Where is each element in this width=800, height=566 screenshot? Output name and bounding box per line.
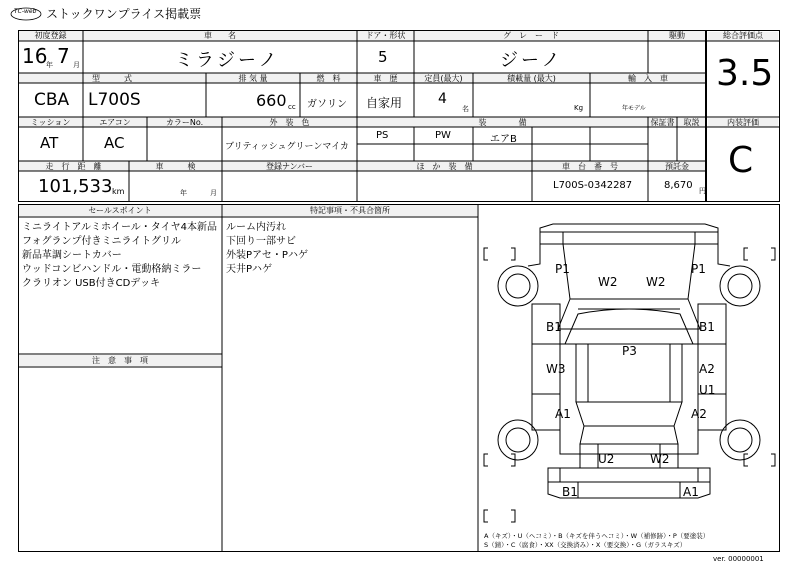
label-fuel: 燃 料 [316,74,341,83]
bracket-marks [484,248,775,522]
exterior-color-value: ブリティッシュグリーンマイカ [225,142,349,152]
first-reg-month: 7 [57,44,70,68]
label-door-shape: ドア・形状 [365,31,406,40]
caution-title: 注 意 事 項 [92,356,148,365]
mark-p1-left: P1 [555,262,570,276]
list-item: 下回り一部サビ [226,236,296,247]
list-item: 外装Pアセ・Pハゲ [226,250,308,261]
fuel-value: ガソリン [307,99,347,110]
mission-value: AT [40,134,59,152]
label-displacement: 排 気 量 [238,74,268,83]
capacity-unit: 名 [462,105,469,113]
list-item: 新品革調シートカバー [22,250,122,261]
inspection-month-unit: 月 [210,189,217,197]
chassis-number: L700S-0342287 [553,180,633,191]
list-item: ルーム内汚れ [226,222,286,233]
damage-legend-line-2: S（錆）・C（腐食）・XX（交換済み）・X（要交換）・G（ガラスキズ） [484,541,687,549]
label-car-name: 車 名 [204,31,236,40]
label-mission: ミッション [30,118,71,127]
equipment-airbag: エアB [490,134,517,145]
displacement-value: 660 [256,91,287,110]
mark-p1-right: P1 [691,262,706,276]
deposit-value: 8,670 [664,180,693,191]
car-damage-diagram [478,204,780,552]
label-mileage: 走 行 距 離 [45,162,102,171]
label-inspection: 車 検 [155,162,196,171]
list-item: クラリオン USB付きCDデッキ [22,278,161,289]
label-interior-score: 内装評価 [727,118,759,127]
grade-value: ジーノ [500,50,563,71]
label-aircon: エアコン [99,118,131,127]
damage-legend-line-1: A（キズ）・U（ヘコミ）・B（キズを伴うヘコミ）・W（補修跡）・P（要塗装） [484,532,710,540]
sales-points-title: セールスポイント [88,206,152,215]
label-warranty: 保証書 [650,118,675,127]
overall-score-value: 3.5 [716,53,774,94]
type-prefix: CBA [34,90,70,110]
sales-points-list [22,221,217,291]
special-notes-list [226,221,308,277]
inspection-year-unit: 年 [180,189,187,197]
label-reg-number: 登録ナンバー [265,162,314,171]
label-capacity: 定員(最大) [424,74,463,83]
version-label: ver. 00000001 [713,555,764,563]
list-item: 天井Pハゲ [226,264,273,275]
month-unit: 月 [73,61,80,69]
first-reg-year: 16 [22,44,48,68]
mark-b1-bottom-left: B1 [562,485,578,499]
mark-w2-top-right: W2 [646,275,666,289]
mileage-unit: km [112,187,125,196]
label-first-reg: 初度登録 [34,31,67,40]
mark-p3: P3 [622,344,637,358]
label-import: 輸 入 車 [628,74,668,83]
type-value: L700S [88,90,141,110]
label-type: 型 式 [92,74,132,83]
label-exterior-color: 外 装 色 [269,118,310,127]
label-overall-score: 総合評価点 [723,31,763,40]
model-year-unit: 年モデル [622,105,646,112]
list-item: フォグランプ付きミニライトグリル [22,236,181,247]
label-load: 積載量 (最大) [507,74,556,83]
page-title: ストックワンプライス掲載票 [46,7,202,21]
label-grade: グ レ ー ド [503,31,559,40]
mark-w3-left: W3 [546,362,566,376]
mileage-value: 101,533 [38,176,113,197]
load-unit: Kg [574,104,584,112]
year-unit: 年 [46,61,53,69]
label-manual: 取説 [683,118,700,127]
label-vehicle-use: 車 歴 [373,74,398,83]
equipment-ps: PS [376,130,389,141]
label-other-equipment: ほ か 装 備 [416,162,473,171]
equipment-pw: PW [435,130,451,141]
mark-a1-left: A1 [555,407,571,421]
displacement-unit: cc [288,103,296,111]
interior-score-value: C [728,140,754,181]
label-deposit: 預託金 [665,162,689,171]
mark-u1-right: U1 [699,383,716,397]
mark-a2-right-lower: A2 [691,407,707,421]
label-equipment: 装 備 [478,118,527,127]
mark-a1-bottom-right: A1 [683,485,699,499]
special-notes-title: 特記事項・不具合箇所 [310,206,390,215]
mark-b1-left: B1 [546,320,562,334]
label-chassis: 車 台 番 号 [562,162,618,171]
list-item: ミニライトアルミホイール・タイヤ4本新品 [22,222,217,233]
car-name: ミラジーノ [175,50,280,71]
brand-logo-text: TC-web [14,8,37,15]
label-color-no: カラーNo. [165,118,204,127]
capacity-value: 4 [438,91,447,107]
mark-a2-right: A2 [699,362,715,376]
vehicle-history: 自家用 [366,96,403,110]
list-item: ウッドコンビハンドル・電動格納ミラー [22,264,202,275]
deposit-unit: 円 [699,187,706,195]
mark-w2-bottom: W2 [650,452,670,466]
mark-w2-top-left: W2 [598,275,618,289]
mark-b1-right: B1 [699,320,715,334]
label-drive: 駆動 [669,31,685,40]
mark-u2-bottom: U2 [598,452,615,466]
aircon-value: AC [104,134,125,152]
door-count: 5 [378,48,388,66]
